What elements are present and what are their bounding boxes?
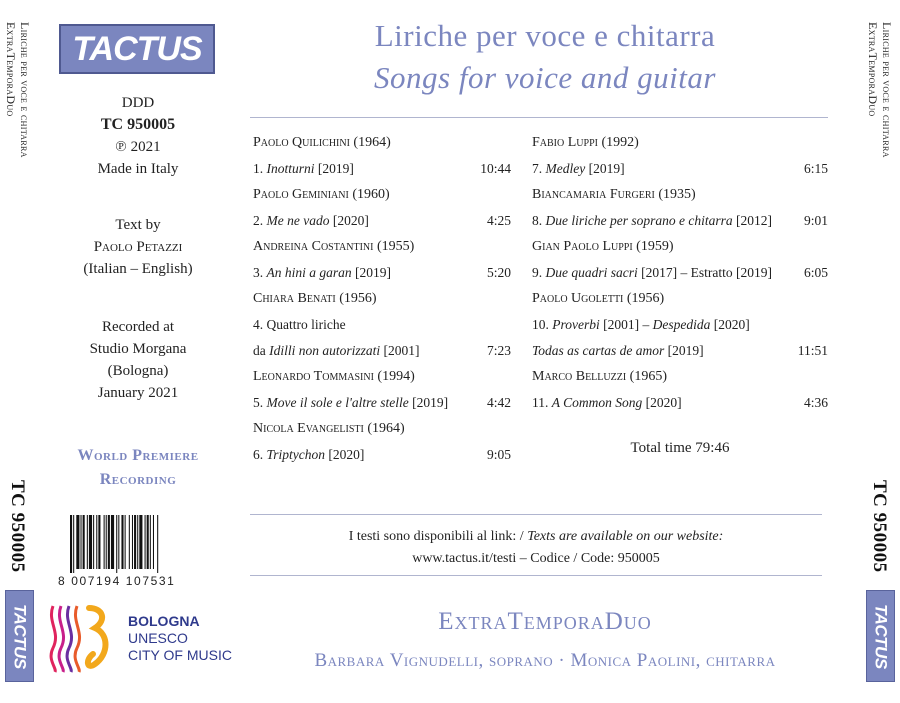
recording-date: January 2021 [97,385,179,401]
barcode-bar [121,515,123,569]
header-divider [250,117,828,118]
barcode-number: 8 007194 107531 [58,574,176,588]
recording-info [60,316,216,404]
spine-right-logo [866,590,895,682]
composer-heading: Nicola Evangelisti (1964) [253,421,405,436]
track-row [532,260,828,286]
performers: Barbara Vignudelli, soprano · Monica Paolini, chitarra [314,650,776,671]
spine-left-title [18,22,32,158]
track-number: 5. [253,395,267,410]
track-row [532,312,828,338]
track-duration: 4:42 [486,395,511,410]
tactus-logo-text: TACTUS [72,29,202,68]
track-number: 2. [253,213,267,228]
premiere-line-1: World Premiere [77,447,199,464]
bologna-line-1: BOLOGNA [128,613,200,629]
track-title: Idilli non autorizzati [269,343,381,358]
track-year: [2019] [408,395,449,410]
track-number: 11. [532,395,552,410]
spine-right-title [880,22,894,158]
album-title-italian: Liriche per voce e chitarra [374,18,716,53]
texts-note-english: Texts are available on our website: [527,529,724,544]
track-title: Medley [545,161,586,176]
track-number: 9. [532,265,546,280]
track-number: da [253,343,270,358]
release-info [60,92,216,180]
barcode-bar [134,515,136,569]
barcode-bar [150,515,151,569]
barcode-bar [87,515,88,569]
track-year: [2019] [664,343,704,358]
track-number: 1. [253,161,267,176]
barcode-bar [139,515,142,569]
track-year: [2001] – [599,317,653,332]
track-number: 3. [253,265,267,280]
track-duration: 4:25 [486,213,511,228]
spine-left-logo-text: TACTUS [10,603,30,669]
track-duration: 9:05 [486,447,511,462]
phonogram-year: ℗ 2021 [115,139,161,155]
tactus-logo [59,24,215,74]
barcode-bar [83,515,85,569]
track-title: Due quadri sacri [545,265,638,280]
made-in: Made in Italy [97,161,179,177]
barcode-bar [116,515,117,573]
barcode-bar [118,515,119,569]
barcode-bar [104,515,105,569]
track-row [532,338,828,364]
barcode-bar [147,515,149,569]
track-title: A Common Song [551,395,643,410]
barcode-bar [93,515,94,569]
track-title: Me ne vado [266,213,330,228]
premiere-line-2: Recording [99,471,177,488]
track-year: [2019] [351,265,392,280]
track-row [253,390,511,416]
text-languages: (Italian – English) [83,261,193,277]
track-title: Proverbi [552,317,600,332]
track-title: Todas as cartas de amor [532,343,665,358]
barcode-bar [153,515,154,569]
track-row [253,156,511,182]
track-row [253,208,511,234]
track-year: [2012] [732,213,772,228]
barcode-bar [132,515,133,569]
spine-right-title-text: Liriche per voce e chitarra [880,22,894,158]
recorded-at-label: Recorded at [101,319,175,335]
text-author: Paolo Petazzi [93,239,183,255]
ddd-label: DDD [121,95,155,111]
composer-heading: Paolo Quilichini (1964) [253,135,391,150]
spine-left-title-text: Liriche per voce e chitarra [18,22,32,158]
track-number: 8. [532,213,546,228]
barcode-bar [96,515,97,569]
track-duration: 4:36 [803,395,828,410]
track-title: Triptychon [266,447,326,462]
track-title: Move il sole e l'altre stelle [266,395,409,410]
composer-heading: Andreina Costantini (1955) [253,239,415,254]
composer-heading: Chiara Benati (1956) [253,291,377,306]
total-time: Total time 79:46 [630,440,730,456]
text-by-label: Text by [115,217,161,233]
barcode-bar [98,515,100,569]
tracklist-left [253,130,511,468]
track-row [253,442,511,468]
composer-heading: Paolo Ugoletti (1956) [532,291,665,306]
track-duration: 7:23 [486,343,511,358]
track-duration: 6:15 [803,161,828,176]
track-row [532,390,828,416]
spine-right-logo-text: TACTUS [871,603,891,669]
track-number: 6. [253,447,267,462]
spine-left-code: TC 950005 [7,480,28,573]
text-credits [60,214,216,280]
spine-left-ensemble-text: ExtraTemporaDuo [4,22,18,117]
track-title: Inotturni [266,161,315,176]
barcode-bar [106,515,107,569]
track-row [253,338,511,364]
track-title: Due liriche per soprano e chitarra [545,213,733,228]
track-year: [2020] [325,447,365,462]
track-year: [2017] – Estratto [2019] [637,265,772,280]
spine-right-ensemble [866,22,880,117]
track-duration: 11:51 [797,343,828,358]
barcode-bar [76,515,79,569]
spine-right-code: TC 950005 [869,480,890,573]
track-duration: 10:44 [480,161,511,176]
composer-heading: Gian Paolo Luppi (1959) [532,239,674,254]
track-year: [2019] [314,161,354,176]
barcode-bar [70,515,72,573]
texts-availability-note [250,526,822,570]
spine-right-ensemble-text: ExtraTemporaDuo [866,22,880,117]
album-title-english: Songs for voice and guitar [374,60,716,95]
texts-link: www.tactus.it/testi – Codice / Code: 950005 [412,551,660,566]
barcode-bar [157,515,158,573]
world-premiere-badge [60,444,216,492]
texts-note-italian: I testi sono disponibili al link: / [348,529,528,544]
track-title: An hini a garan [266,265,352,280]
barcode-bar [129,515,130,569]
barcode-bar [125,515,126,569]
studio-city: (Bologna) [107,363,169,379]
track-number: 4. Quattro liriche [253,317,346,332]
barcode-bar [89,515,92,569]
spine-left-ensemble [4,22,18,117]
bologna-unesco-text [128,613,232,664]
texts-divider-top [250,514,822,515]
composer-heading: Biancamaria Furgeri (1935) [532,187,696,202]
tracklist-right [532,130,828,416]
track-year: [2019] [585,161,625,176]
catalog-code: TC 950005 [100,116,176,133]
barcode-bar [81,515,82,569]
track-year: [2020] [329,213,369,228]
studio-name: Studio Morgana [89,341,187,357]
track-row [532,208,828,234]
track-duration: 6:05 [803,265,828,280]
track-number: 7. [532,161,546,176]
barcode-bar [137,515,138,569]
track-year: [2020] [642,395,682,410]
barcode-bar [73,515,74,573]
bologna-line-3: CITY OF MUSIC [128,647,232,663]
barcode-bar [111,515,114,569]
track-year: [2001] [380,343,420,358]
track-row [532,156,828,182]
barcode-bar [145,515,146,569]
barcode-bar [108,515,110,569]
track-year-secondary: [2020] [710,317,750,332]
barcode [70,515,198,573]
spine-left-logo [5,590,34,682]
bologna-city-of-music-logo [47,602,113,674]
composer-heading: Leonardo Tommasini (1994) [253,369,415,384]
bologna-line-2: UNESCO [128,630,188,646]
composer-heading: Paolo Geminiani (1960) [253,187,390,202]
ensemble-name: ExtraTemporaDuo [438,608,652,635]
track-row [253,312,511,338]
track-duration: 9:01 [803,213,828,228]
composer-heading: Fabio Luppi (1992) [532,135,639,150]
composer-heading: Marco Belluzzi (1965) [532,369,667,384]
track-duration: 5:20 [486,265,511,280]
track-row [253,260,511,286]
track-title-secondary: Despedida [652,317,711,332]
texts-divider-bottom [250,575,822,576]
track-number: 10. [532,317,553,332]
